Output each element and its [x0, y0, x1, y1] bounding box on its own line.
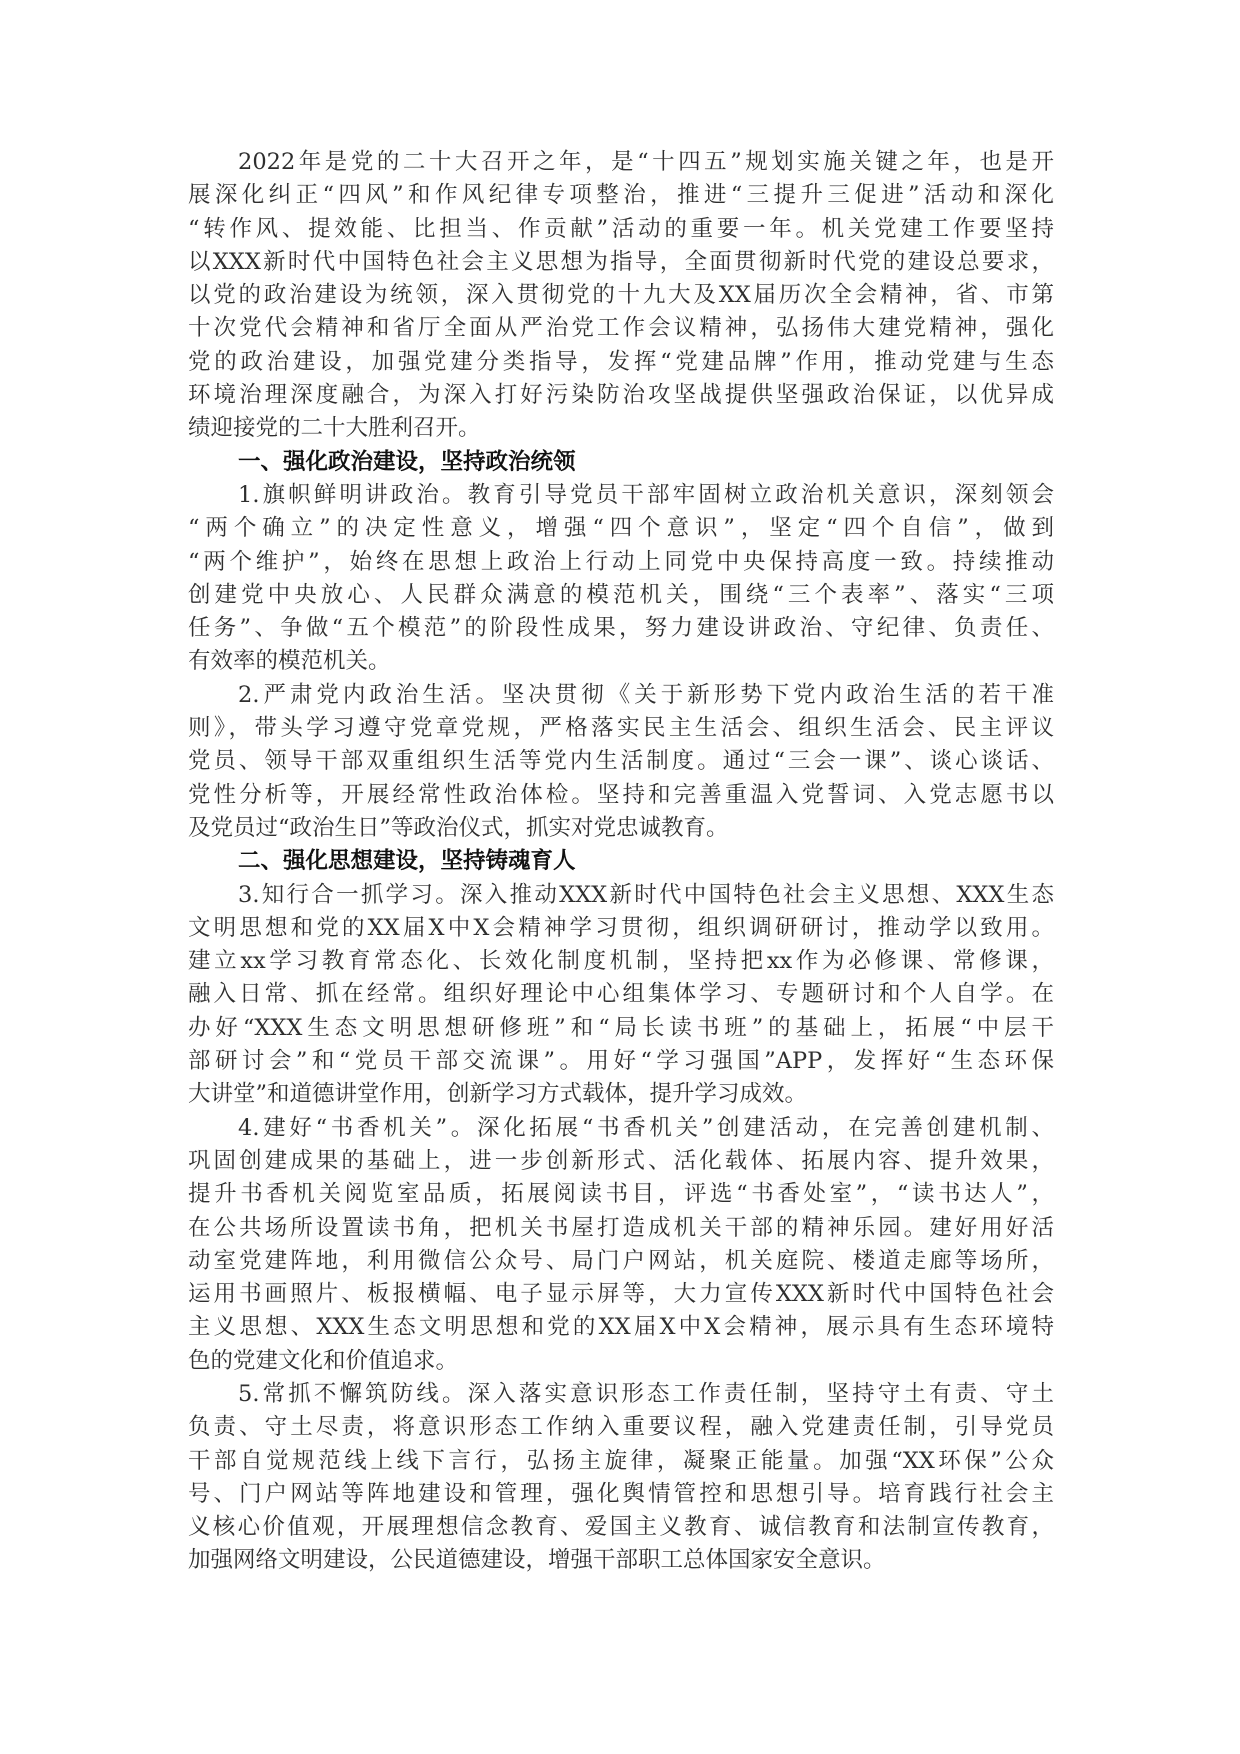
- text-line: 文明思想和党的XX届X中X会精神学习贯彻，组织调研研讨，推动学以致用。: [188, 914, 1054, 941]
- text-line: 部研讨会”和“党员干部交流课”。用好“学习强国”APP，发挥好“生态环保: [188, 1048, 1054, 1075]
- text-line: 义核心价值观，开展理想信念教育、爱国主义教育、诚信教育和法制宣传教育，: [188, 1514, 1054, 1541]
- text-line: 以党的政治建设为统领，深入贯彻党的十九大及XX届历次全会精神，省、市第: [188, 282, 1054, 309]
- section-heading-1: [188, 446, 1054, 479]
- text-line: 创建党中央放心、人民群众满意的模范机关，围绕“三个表率”、落实“三项: [188, 581, 1054, 608]
- text-line: 以XXX新时代中国特色社会主义思想为指导，全面贯彻新时代党的建设总要求，: [188, 248, 1054, 275]
- document-page: [188, 146, 1054, 1578]
- intro-paragraph: [188, 146, 1054, 446]
- text-line: 3.知行合一抓学习。深入推动XXX新时代中国特色社会主义思想、XXX生态: [238, 881, 1054, 908]
- text-line: 1.旗帜鲜明讲政治。教育引导党员干部牢固树立政治机关意识，深刻领会: [238, 481, 1054, 508]
- text-line: “两个确立”的决定性意义，增强“四个意识”，坚定“四个自信”，做到: [188, 515, 1054, 542]
- text-line: 有效率的模范机关。: [188, 648, 391, 675]
- text-line: “两个维护”，始终在思想上政治上行动上同党中央保持高度一致。持续推动: [188, 548, 1054, 575]
- text-line: 融入日常、抓在经常。组织好理论中心组集体学习、专题研讨和个人自学。在: [188, 981, 1054, 1008]
- text-line: 环境治理深度融合，为深入打好污染防治攻坚战提供坚强政治保证，以优异成: [188, 382, 1054, 409]
- text-line: 干部自觉规范线上线下言行，弘扬主旋律，凝聚正能量。加强“XX环保”公众: [188, 1447, 1054, 1474]
- section-heading-2: [188, 845, 1054, 878]
- text-line: 号、门户网站等阵地建设和管理，强化舆情管控和思想引导。培育践行社会主: [188, 1480, 1054, 1507]
- text-line: 主义思想、XXX生态文明思想和党的XX届X中X会精神，展示具有生态环境特: [188, 1314, 1054, 1341]
- text-line: 党的政治建设，加强党建分类指导，发挥“党建品牌”作用，推动党建与生态: [188, 348, 1054, 375]
- text-line: 及党员过“政治生日”等政治仪式，抓实对党忠诚教育。: [188, 814, 729, 841]
- text-line: 色的党建文化和价值追求。: [188, 1347, 459, 1374]
- text-line: 2022年是党的二十大召开之年，是“十四五”规划实施关键之年，也是开: [238, 149, 1054, 175]
- text-line: 负责、守土尽责，将意识形态工作纳入重要议程，融入党建责任制，引导党员: [188, 1414, 1054, 1441]
- text-line: 动室党建阵地，利用微信公众号、局门户网站，机关庭院、楼道走廊等场所，: [188, 1247, 1054, 1274]
- text-line: “转作风、提效能、比担当、作贡献”活动的重要一年。机关党建工作要坚持: [188, 215, 1054, 242]
- text-line: 提升书香机关阅览室品质，拓展阅读书目，评选“书香处室”，“读书达人”，: [188, 1181, 1054, 1208]
- item-paragraph-2: [188, 679, 1054, 845]
- item-paragraph-3: [188, 879, 1054, 1112]
- text-line: 任务”、争做“五个模范”的阶段性成果，努力建设讲政治、守纪律、负责任、: [188, 615, 1054, 642]
- text-line: 十次党代会精神和省厅全面从严治党工作会议精神，弘扬伟大建党精神，强化: [188, 315, 1054, 342]
- text-line: 党员、领导干部双重组织生活等党内生活制度。通过“三会一课”、谈心谈话、: [188, 748, 1054, 775]
- text-line: 建立xx学习教育常态化、长效化制度机制，坚持把xx作为必修课、常修课，: [188, 948, 1054, 975]
- text-line: 绩迎接党的二十大胜利召开。: [188, 415, 481, 442]
- text-line: 加强网络文明建设，公民道德建设，增强干部职工总体国家安全意识。: [188, 1547, 886, 1574]
- text-line: 展深化纠正“四风”和作风纪律专项整治，推进“三提升三促进”活动和深化: [188, 182, 1054, 209]
- item-paragraph-1: [188, 479, 1054, 679]
- text-line: 运用书画照片、板报横幅、电子显示屏等，大力宣传XXX新时代中国特色社会: [188, 1281, 1054, 1308]
- item-paragraph-4: [188, 1112, 1054, 1378]
- text-line: 党性分析等，开展经常性政治体检。坚持和完善重温入党誓词、入党志愿书以: [188, 781, 1054, 808]
- item-paragraph-5: [188, 1378, 1054, 1578]
- text-line: 则》，带头学习遵守党章党规，严格落实民主生活会、组织生活会、民主评议: [188, 715, 1054, 742]
- text-line: 在公共场所设置读书角，把机关书屋打造成机关干部的精神乐园。建好用好活: [188, 1214, 1054, 1241]
- text-line: 2.严肃党内政治生活。坚决贯彻《关于新形势下党内政治生活的若干准: [238, 681, 1054, 708]
- text-line: 巩固创建成果的基础上，进一步创新形式、活化载体、拓展内容、提升效果，: [188, 1147, 1054, 1174]
- text-line: 5.常抓不懈筑防线。深入落实意识形态工作责任制，坚持守土有责、守土: [238, 1380, 1054, 1407]
- heading-text: 一、强化政治建设，坚持政治统领: [238, 448, 576, 475]
- heading-text: 二、强化思想建设，坚持铸魂育人: [238, 848, 576, 875]
- text-line: 大讲堂”和道德讲堂作用，创新学习方式载体，提升学习成效。: [188, 1081, 808, 1108]
- text-line: 4.建好“书香机关”。深化拓展“书香机关”创建活动，在完善创建机制、: [238, 1114, 1054, 1141]
- text-line: 办好“XXX生态文明思想研修班”和“局长读书班”的基础上，拓展“中层干: [188, 1014, 1054, 1041]
